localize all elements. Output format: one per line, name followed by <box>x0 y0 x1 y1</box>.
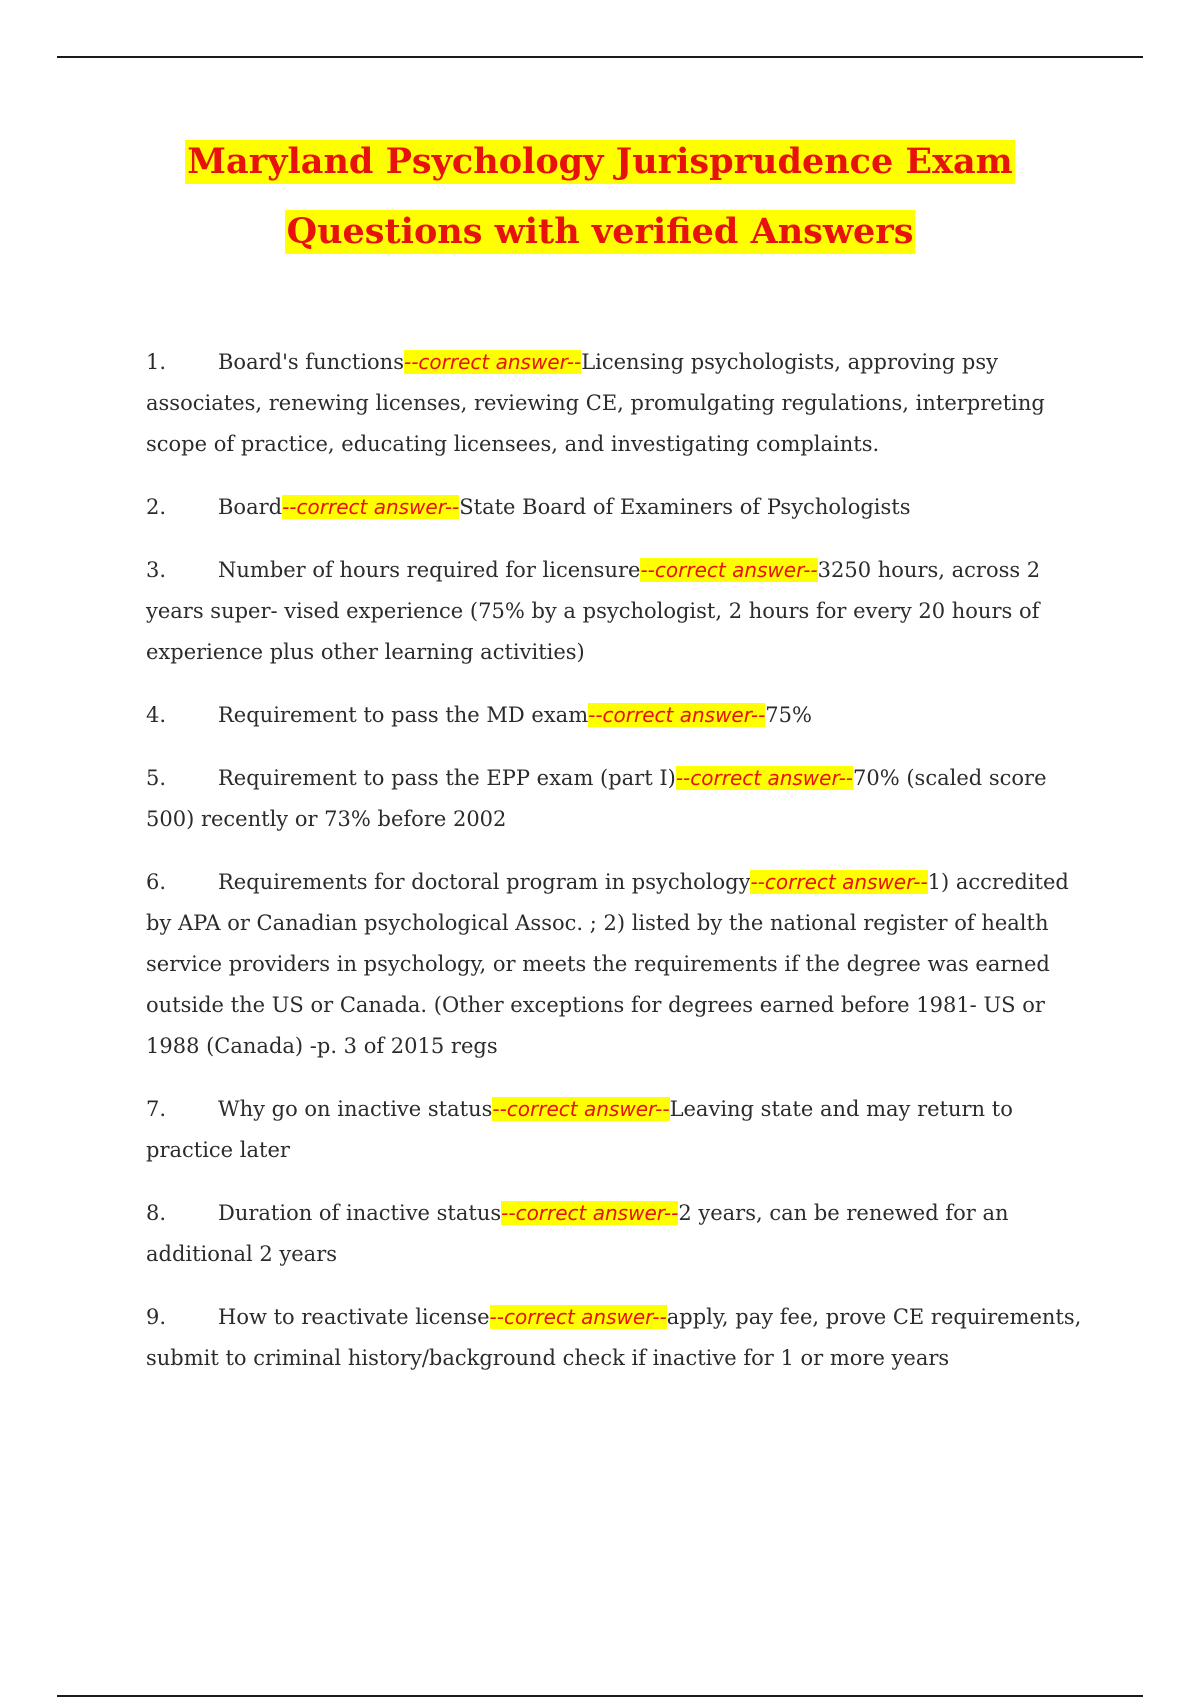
qa-item-2 <box>146 487 1086 528</box>
correct-answer-marker: --correct answer-- <box>675 766 854 790</box>
correct-answer-marker: --correct answer-- <box>489 1305 667 1329</box>
answer-text: 2 years, can be renewed for an additional 2 years <box>146 1201 1009 1266</box>
correct-answer-marker: --correct answer-- <box>750 870 928 894</box>
question-text: Board <box>218 495 283 519</box>
correct-answer-marker: --correct answer-- <box>640 558 818 582</box>
answer-text: 75% <box>765 703 812 727</box>
answer-text: 3250 hours, across 2 years super- vised experience (75% by a psychologist, 2 hours for every 20 hours of experience plus other learning activities) <box>146 558 1041 664</box>
qa-item-4 <box>146 695 1086 736</box>
answer-text: State Board of Examiners of Psychologists <box>459 495 911 519</box>
qa-item-1 <box>146 342 1086 465</box>
correct-answer-marker: --correct answer-- <box>404 350 582 374</box>
item-number: 6. <box>146 870 167 894</box>
qa-item-9 <box>146 1297 1086 1379</box>
question-text: Duration of inactive status <box>218 1201 502 1225</box>
top-rule <box>57 56 1143 58</box>
question-text: Board's functions <box>218 350 404 374</box>
title-line-2: Questions with verified Answers <box>286 211 914 252</box>
title-line-1: Maryland Psychology Jurisprudence Exam <box>187 141 1013 182</box>
item-number: 1. <box>146 350 167 374</box>
item-number: 7. <box>146 1097 167 1121</box>
question-text: Requirement to pass the EPP exam (part I) <box>218 766 676 790</box>
item-number: 3. <box>146 558 167 582</box>
item-number: 2. <box>146 495 167 519</box>
correct-answer-marker: --correct answer-- <box>501 1201 679 1225</box>
correct-answer-marker: --correct answer-- <box>282 495 460 519</box>
answer-text: 70% (scaled score 500) recently or 73% before 2002 <box>146 766 1047 831</box>
question-text: Number of hours required for licensure <box>218 558 641 582</box>
question-text: How to reactivate license <box>218 1305 490 1329</box>
document-title <box>0 140 1200 280</box>
item-number: 5. <box>146 766 167 790</box>
qa-item-5 <box>146 758 1086 840</box>
qa-item-6 <box>146 862 1086 1067</box>
item-number: 8. <box>146 1201 167 1225</box>
qa-item-7 <box>146 1089 1086 1171</box>
qa-list <box>146 342 1086 1401</box>
question-text: Why go on inactive status <box>218 1097 493 1121</box>
correct-answer-marker: --correct answer-- <box>588 703 766 727</box>
question-text: Requirement to pass the MD exam <box>218 703 589 727</box>
item-number: 4. <box>146 703 167 727</box>
bottom-rule <box>57 1695 1143 1697</box>
qa-item-3 <box>146 550 1086 673</box>
item-number: 9. <box>146 1305 167 1329</box>
answer-text: Leaving state and may return to practice later <box>146 1097 1013 1162</box>
answer-text: apply, pay fee, prove CE requirements, submit to criminal history/background check if inactive for 1 or more years <box>146 1305 1082 1370</box>
question-text: Requirements for doctoral program in psychology <box>218 870 751 894</box>
answer-text: 1) accredited by APA or Canadian psychological Assoc. ; 2) listed by the national register of health service providers in psychology, or meets the requirements if the degree was earned outside the US or Canada. (Other exceptions for degrees earned before 1981- US or 1988 (Canada) -p. 3 of 2015 regs <box>146 870 1069 1058</box>
qa-item-8 <box>146 1193 1086 1275</box>
correct-answer-marker: --correct answer-- <box>492 1097 670 1121</box>
answer-text: Licensing psychologists, approving psy associates, renewing licenses, reviewing CE, promulgating regulations, interpreting scope of practice, educating licensees, and investigating complaints. <box>146 350 1045 456</box>
